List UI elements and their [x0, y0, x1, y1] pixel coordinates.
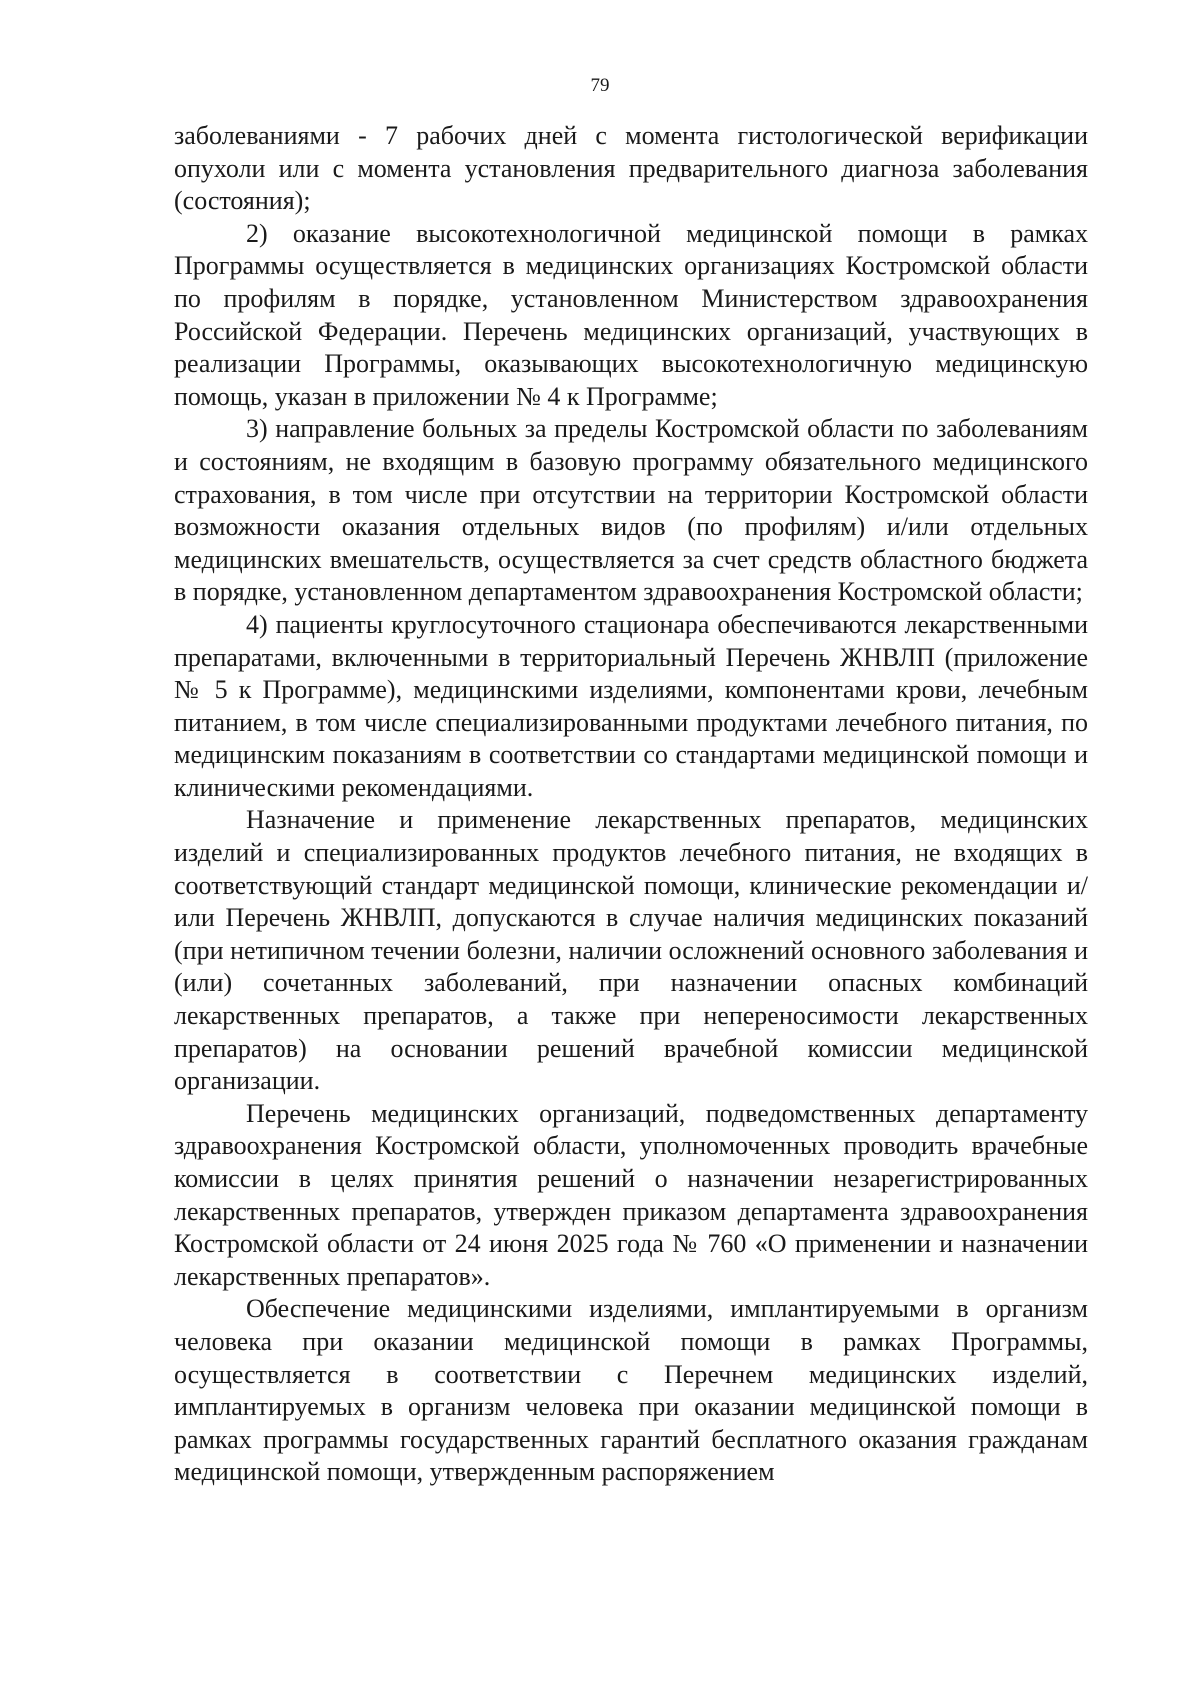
paragraph-drug-prescription: Назначение и применение лекарственных препаратов, медицинских изделий и специализированных продуктов лечебного питания, не входящих в соответствующий стандарт медицинской помощи, клинические рекомендации и/или Перечень ЖНВЛП, допускаются в случае наличия медицинских показаний (при нетипичном течении болезни, наличии осложнений основного заболевания и (или) сочетанных заболеваний, при назначении опасных комбинаций лекарственных препаратов, а также при непереносимости лекарственных препаратов) на основании решений врачебной комиссии медицинской организации.: [174, 805, 1088, 1096]
paragraph-organization-list: Перечень медицинских организаций, подведомственных департаменту здравоохранения Костромской области, уполномоченных проводить врачебные комиссии в целях принятия решений о назначении незарегистрированных лекарственных препаратов, утвержден приказом департамента здравоохранения Костромской области от 24 июня 2025 года № 760 «О применении и назначении лекарственных препаратов».: [174, 1098, 1088, 1291]
page-number: 79: [590, 75, 610, 96]
paragraph-item-3: 3) направление больных за пределы Костромской области по заболеваниям и состояниям, не входящим в базовую программу обязательного медицинского страхования, в том числе при отсутствии на территории Костромской области возможности оказания отдельных видов (по профилям) и/или отдельных медицинских вмешательств, осуществляется за счет средств областного бюджета в порядке, установленном департаментом здравоохранения Костромской области;: [174, 414, 1088, 607]
body-text: [174, 120, 1088, 1489]
paragraph-continuation: заболеваниями - 7 рабочих дней с момента гистологической верификации опухоли или с момента установления предварительного диагноза заболевания (состояния);: [174, 121, 1088, 216]
paragraph-implants: Обеспечение медицинскими изделиями, имплантируемыми в организм человека при оказании медицинской помощи в рамках Программы, осуществляется в соответствии с Перечнем медицинских изделий, имплантируемых в организм человека при оказании медицинской помощи в рамках программы государственных гарантий бесплатного оказания гражданам медицинской помощи, утвержденным распоряжением: [174, 1294, 1088, 1487]
paragraph-item-2: 2) оказание высокотехнологичной медицинской помощи в рамках Программы осуществляется в медицинских организациях Костромской области по профилям в порядке, установленном Министерством здравоохранения Российской Федерации. Перечень медицинских организаций, участвующих в реализации Программы, оказывающих высокотехнологичную медицинскую помощь, указан в приложении № 4 к Программе;: [174, 218, 1088, 411]
paragraph-item-4: 4) пациенты круглосуточного стационара обеспечиваются лекарственными препаратами, включенными в территориальный Перечень ЖНВЛП (приложение № 5 к Программе), медицинскими изделиями, компонентами крови, лечебным питанием, в том числе специализированными продуктами лечебного питания, по медицинским показаниям в соответствии со стандартами медицинской помощи и клиническими рекомендациями.: [174, 609, 1088, 802]
